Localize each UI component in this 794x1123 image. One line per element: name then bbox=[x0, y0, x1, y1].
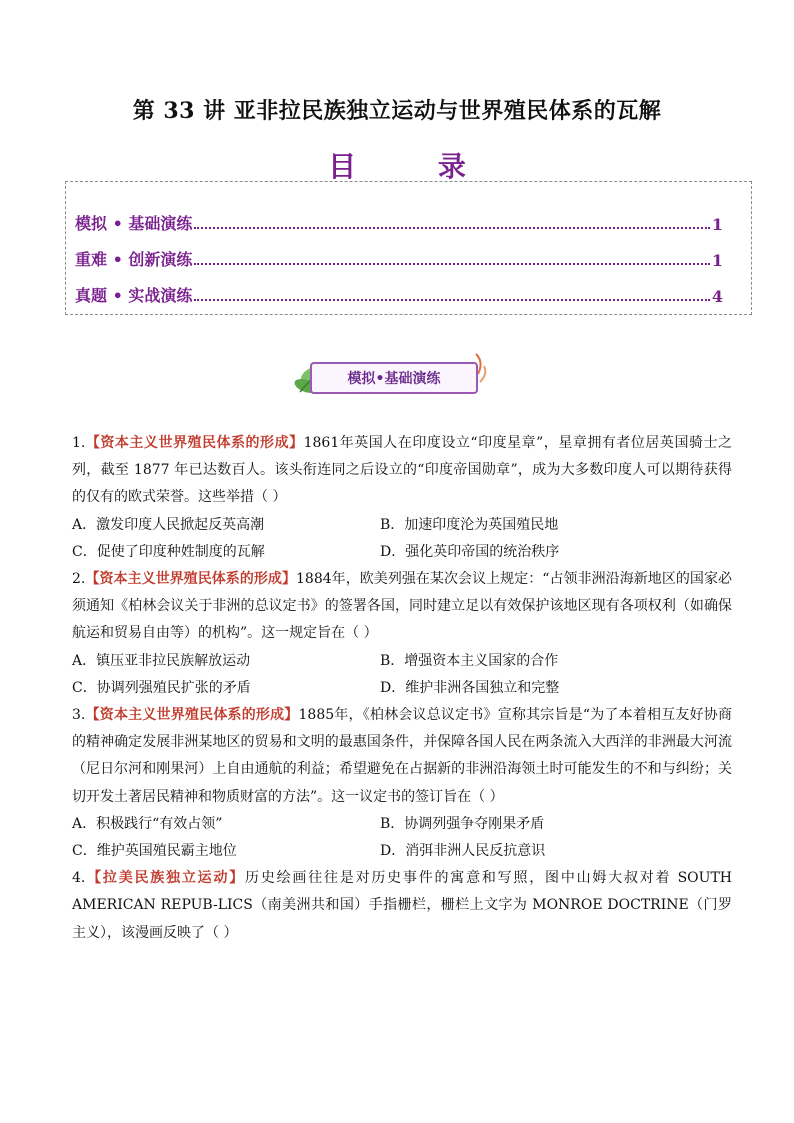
question-number: 3. bbox=[72, 707, 86, 724]
toc-box bbox=[65, 181, 752, 315]
options-grid bbox=[72, 512, 732, 566]
question-tag: 【资本主义世界殖民体系的形成】 bbox=[85, 571, 297, 588]
question-item bbox=[72, 865, 732, 947]
toc-item-basic[interactable] bbox=[75, 210, 723, 234]
question-tag: 【资本主义世界殖民体系的形成】 bbox=[85, 435, 304, 451]
option-b[interactable]: B．增强资本主义国家的合作 bbox=[380, 652, 559, 669]
question-item bbox=[72, 702, 732, 865]
toc-item-page: 1 bbox=[711, 215, 723, 234]
option-a[interactable]: A．激发印度人民掀起反英高潮 bbox=[72, 516, 265, 533]
option-c[interactable]: C．维护英国殖民霸主地位 bbox=[72, 843, 237, 860]
question-number: 1. bbox=[72, 435, 86, 451]
toc-heading: 目 录 bbox=[328, 150, 502, 183]
option-d[interactable]: D．消弭非洲人民反抗意识 bbox=[380, 843, 546, 860]
option-c[interactable]: C．协调列强殖民扩张的矛盾 bbox=[72, 679, 251, 696]
option-b[interactable]: B．加速印度沦为英国殖民地 bbox=[380, 516, 559, 533]
question-number: 4. bbox=[72, 870, 86, 887]
option-b[interactable]: B．协调列强争夺刚果矛盾 bbox=[380, 815, 545, 832]
section-badge-label: 模拟•基础演练 bbox=[347, 371, 441, 387]
toc-leader-dots bbox=[194, 262, 709, 265]
options-grid bbox=[72, 648, 732, 702]
options-grid bbox=[72, 811, 732, 865]
question-tag: 【资本主义世界殖民体系的形成】 bbox=[85, 707, 299, 724]
question-number: 2. bbox=[72, 571, 86, 588]
page-title: 第 33 讲 亚非拉民族独立运动与世界殖民体系的瓦解 bbox=[132, 98, 662, 124]
question-item bbox=[72, 566, 732, 702]
toc-item-label: 真题 • 实战演练 bbox=[75, 286, 193, 305]
toc-leader-dots bbox=[194, 298, 709, 301]
option-d[interactable]: D．维护非洲各国独立和完整 bbox=[380, 679, 560, 696]
toc-item-page: 1 bbox=[711, 251, 723, 270]
toc-item-label: 模拟 • 基础演练 bbox=[75, 214, 193, 233]
toc-leader-dots bbox=[194, 226, 709, 229]
option-c[interactable]: C．促使了印度种姓制度的瓦解 bbox=[72, 543, 265, 560]
toc-item-page: 4 bbox=[711, 287, 723, 306]
toc-item-advanced[interactable] bbox=[75, 246, 723, 270]
section-badge bbox=[290, 348, 500, 404]
question-text: 1885年，《柏林会议总议定书》宣称其宗旨是“为了本着相互友好协商的精神确定发展非洲某地区的贸易和文明的最惠国条件，并保障各国人民在两条流入大西洋的非洲最大河流（尼日尔河和刚果河）上自由通航的利益；希望避免在占据新的非洲沿海领土时可能发生的不和与纠纷；关切开发土著居民精神和物质财富的方法”。这一议定书的签订旨在（ ） bbox=[72, 707, 732, 805]
option-a[interactable]: A．镇压亚非拉民族解放运动 bbox=[72, 652, 251, 669]
question-text: 1884年，欧美列强在某次会议上规定：“占领非洲沿海新地区的国家必须通知《柏林会议关于非洲的总议定书》的签署各国，同时建立足以有效保护该地区现有各项权利（如确保航运和贸易自由等）的机构”。这一规定旨在（ ） bbox=[72, 571, 732, 642]
toc-item-label: 重难 • 创新演练 bbox=[75, 250, 193, 269]
question-text: 1861年英国人在印度设立“印度星章”，星章拥有者位居英国骑士之列，截至 1877 年已达数百人。该头衔连同之后设立的“印度帝国勋章”，成为大多数印度人可以期待获得的仅有的欧式荣誉。这些举措（ ） bbox=[72, 435, 732, 506]
option-d[interactable]: D．强化英印帝国的统治秩序 bbox=[380, 543, 560, 560]
question-text: 历史绘画往往是对历史事件的寓意和写照，图中山姆大叔对着 SOUTH AMERICAN REPUB-LICS（南美洲共和国）手指栅栏，栅栏上文字为 MONROE DOCTRINE（门罗主义），该漫画反映了（ ） bbox=[72, 870, 732, 941]
option-a[interactable]: A．积极践行“有效占领” bbox=[72, 815, 223, 832]
question-item bbox=[72, 430, 732, 566]
question-tag: 【拉美民族独立运动】 bbox=[85, 870, 246, 887]
question-list bbox=[72, 430, 732, 947]
toc-item-exam[interactable] bbox=[75, 282, 723, 306]
